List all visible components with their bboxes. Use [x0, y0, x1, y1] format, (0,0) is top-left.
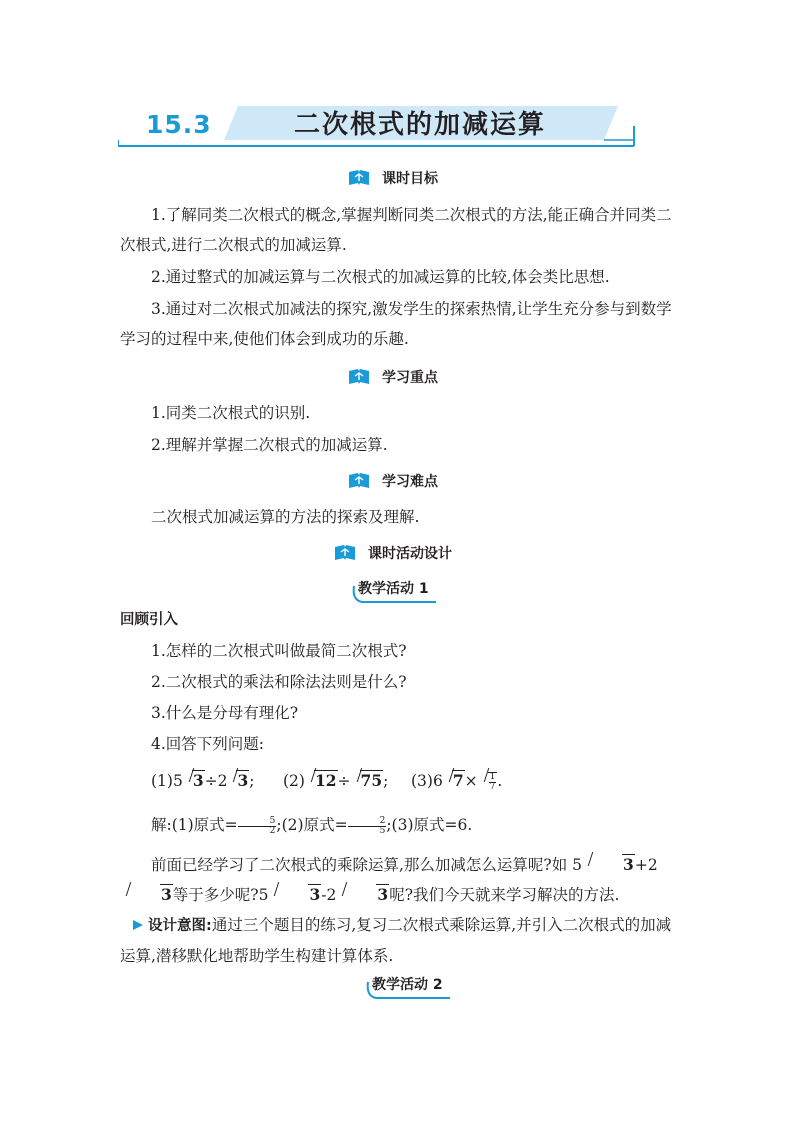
- book-icon: [348, 472, 370, 490]
- book-icon: [334, 544, 356, 562]
- activity-1-label: 教学活动 1: [358, 578, 429, 598]
- fraction-2-5: $\frac{2}{5}$: [348, 817, 387, 836]
- problems-line: [120, 766, 676, 796]
- book-icon: [348, 169, 370, 187]
- question-1: 1.怎样的二次根式叫做最简二次根式?: [151, 642, 407, 660]
- section-title: 课时目标: [382, 171, 438, 187]
- chapter-number: 15.3: [146, 110, 212, 139]
- triangle-bullet-icon: [132, 919, 144, 931]
- section-key: [348, 367, 438, 387]
- section-title: 课时活动设计: [368, 546, 452, 562]
- problem-2: (2) 12÷ 75;: [283, 766, 389, 796]
- book-icon: [348, 368, 370, 386]
- goal-1: 1.了解同类二次根式的概念,掌握判断同类二次根式的方法,能正确合并同类二次根式,进行二次根式的加减运算.: [120, 206, 672, 254]
- goal-2: 2.通过整式的加减运算与二次根式的加减运算的比较,体会类比思想.: [151, 268, 610, 286]
- activity-2-label: 教学活动 2: [372, 974, 443, 994]
- section-title: 学习重点: [382, 370, 438, 386]
- fraction-5-2: $\frac{5}{2}$: [238, 817, 277, 836]
- section-goals: [348, 168, 438, 188]
- chapter-title: 二次根式的加减运算: [294, 110, 547, 140]
- solution-line: 解:(1)原式= $\frac{5}{2}$ ;(2)原式= $\frac{2}{5}$ ;(3)原式=6.: [151, 815, 473, 836]
- goal-3: 3.通过对二次根式加减法的探究,激发学生的探索热情,让学生充分参与到数学学习的过程中来,使他们体会到成功的乐趣.: [120, 300, 672, 348]
- problem-3: (3)6 7× $\frac{1}{7}$ .: [411, 766, 502, 796]
- section-difficult: [348, 471, 438, 491]
- intro-paragraph: 前面已经学习了二次根式的乘除运算,那么加减怎么运算呢?如 5 3+23等于多少呢?5 3-2 3呢?我们今天就来学习解决的方法.: [120, 850, 676, 910]
- subsection-title: 回顾引入: [120, 612, 178, 628]
- section-title: 学习难点: [382, 474, 438, 490]
- question-2: 2.二次根式的乘法和除法法则是什么?: [151, 673, 407, 691]
- question-4: 4.回答下列问题:: [151, 735, 265, 753]
- key-point-2: 2.理解并掌握二次根式的加减运算.: [151, 436, 388, 454]
- design-text: 通过三个题目的练习,复习二次根式乘除运算,并引入二次根式的加减运算,潜移默化地帮助学生构建计算体系.: [120, 916, 672, 965]
- design-label: 设计意图:: [148, 918, 212, 934]
- question-3: 3.什么是分母有理化?: [151, 704, 299, 722]
- design-intent: [120, 910, 676, 971]
- problem-1: (1)5 3÷2 3;: [151, 766, 255, 796]
- section-activity: [334, 543, 452, 563]
- key-point-1: 1.同类二次根式的识别.: [151, 404, 311, 422]
- chapter-header: [118, 100, 638, 152]
- difficult-point-1: 二次根式加减运算的方法的探索及理解.: [151, 508, 420, 526]
